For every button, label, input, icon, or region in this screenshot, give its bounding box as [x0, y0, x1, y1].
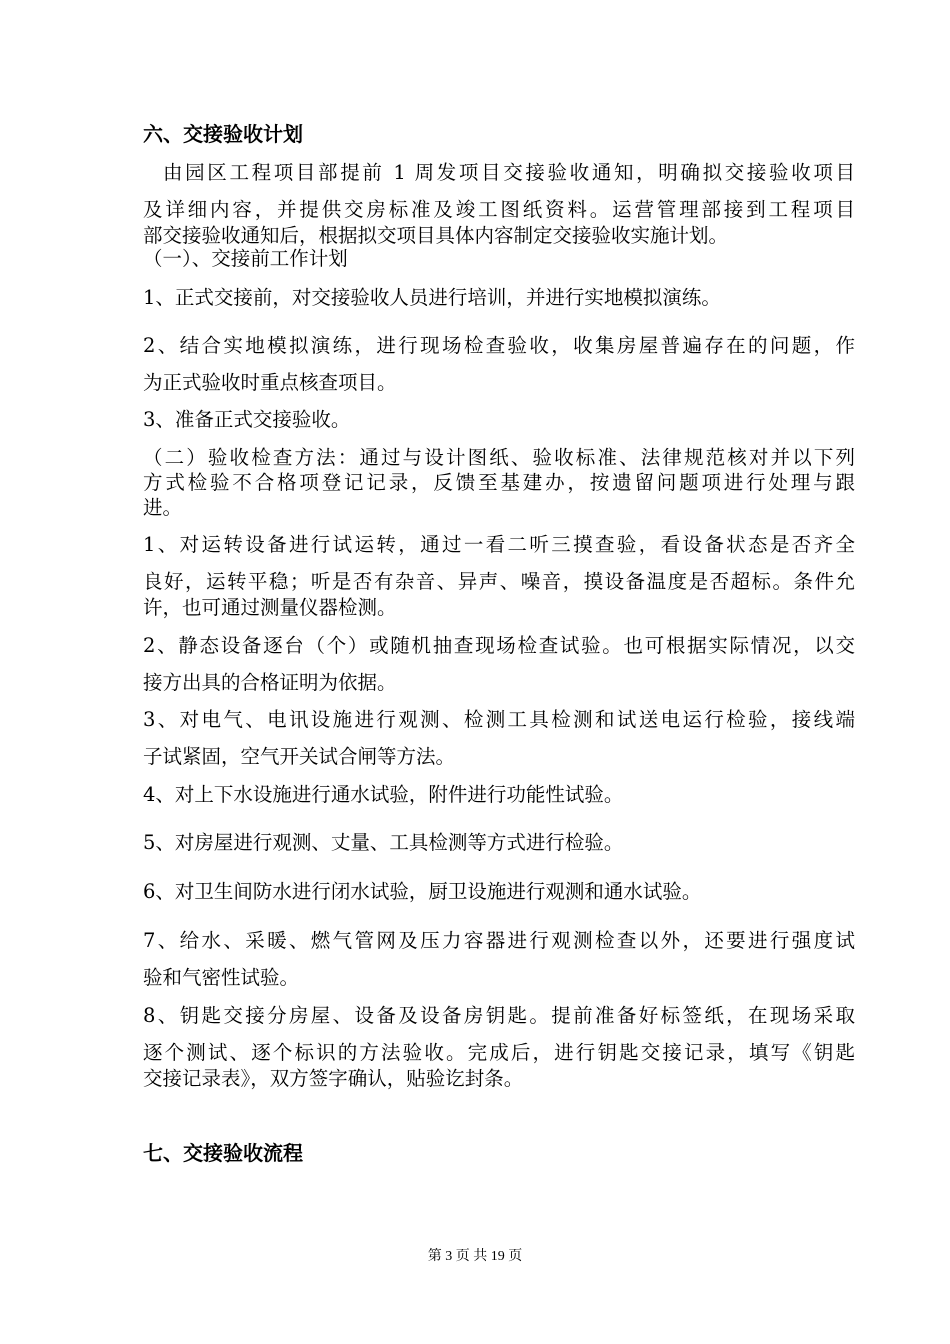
sub2-item-1-line-3: 许，也可通过测量仪器检测。 [143, 596, 397, 619]
sub1-item-3: 3、准备正式交接验收。 [143, 408, 351, 431]
sub1-title: （一）、交接前工作计划 [143, 247, 348, 270]
sub2-item-7-line-2: 验和气密性试验。 [143, 966, 300, 989]
section-6-title: 六、交接验收计划 [143, 122, 303, 146]
sub2-item-8-line-1: 8、钥匙交接分房屋、设备及设备房钥匙。提前准备好标签纸，在现场采取 [143, 1004, 855, 1027]
sub1-item-2-line-2: 为正式验收时重点核查项目。 [143, 371, 397, 394]
sub2-item-2-line-1: 2、静态设备逐台（个）或随机抽查现场检查试验。也可根据实际情况，以交 [143, 634, 855, 657]
sub1-item-1: 1、正式交接前，对交接验收人员进行培训，并进行实地模拟演练。 [143, 286, 721, 309]
intro-line-3: 部交接验收通知后，根据拟交项目具体内容制定交接验收实施计划。 [143, 224, 729, 247]
sub2-item-7-line-1: 7、给水、采暖、燃气管网及压力容器进行观测检查以外，还要进行强度试 [143, 929, 855, 952]
sub1-item-2-line-1: 2、结合实地模拟演练，进行现场检查验收，收集房屋普遍存在的问题，作 [143, 334, 855, 357]
sub2-item-5: 5、对房屋进行观测、丈量、工具检测等方式进行检验。 [143, 831, 624, 854]
sub2-item-3-line-1: 3、对电气、电讯设施进行观测、检测工具检测和试送电运行检验，接线端 [143, 708, 855, 731]
sub2-item-1-line-2: 良好，运转平稳；听是否有杂音、异声、噪音，摸设备温度是否超标。条件允 [143, 570, 855, 593]
section-7-title: 七、交接验收流程 [143, 1141, 303, 1165]
sub2-item-2-line-2: 接方出具的合格证明为依据。 [143, 671, 397, 694]
sub2-line-1: （二）验收检查方法：通过与设计图纸、验收标准、法律规范核对并以下列 [143, 446, 855, 469]
sub2-item-4: 4、对上下水设施进行通水试验，附件进行功能性试验。 [143, 783, 624, 806]
sub2-item-8-line-2: 逐个测试、逐个标识的方法验收。完成后，进行钥匙交接记录，填写《钥匙 [143, 1041, 855, 1064]
sub2-item-6: 6、对卫生间防水进行闭水试验，厨卫设施进行观测和通水试验。 [143, 880, 702, 903]
sub2-line-2: 方式检验不合格项登记记录，反馈至基建办，按遗留问题项进行处理与跟 [143, 471, 855, 494]
page-footer: 第 3 页 共 19 页 [427, 1249, 523, 1264]
intro-line-2: 及详细内容，并提供交房标准及竣工图纸资料。运营管理部接到工程项目 [143, 198, 855, 221]
sub2-item-3-line-2: 子试紧固，空气开关试合闸等方法。 [143, 745, 456, 768]
sub2-item-1-line-1: 1、对运转设备进行试运转，通过一看二听三摸查验，看设备状态是否齐全 [143, 533, 855, 556]
sub2-item-8-line-3: 交接记录表》，双方签字确认，贴验讫封条。 [143, 1067, 524, 1090]
intro-line-1: 由园区工程项目部提前 1 周发项目交接验收通知，明确拟交接验收项目 [163, 161, 855, 184]
sub2-line-3: 进。 [143, 496, 183, 519]
